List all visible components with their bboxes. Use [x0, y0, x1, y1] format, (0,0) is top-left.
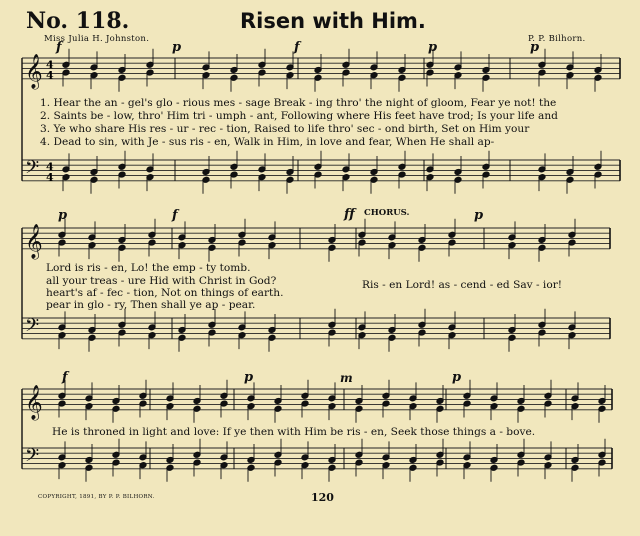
bass-clef: 𝄢 [25, 157, 40, 183]
dynamic-piano: p [58, 208, 68, 223]
treble-clef: 𝄞 [25, 384, 43, 420]
dynamic-mezzo: m [340, 371, 353, 385]
chorus-line: Ris - en Lord! as - cend - ed Sav - ior! [362, 279, 563, 291]
verse-3-line-2: heart's af - fec - tion, Not on things of earth. [46, 287, 284, 299]
verse-2-line: 2. Saints be - low, thro' Him tri - umph - ant, Following where His feet have trod; Is your life and [40, 110, 558, 122]
hymn-number: No. 118. [26, 8, 130, 34]
dynamic-piano: p [172, 40, 182, 55]
chorus-label: CHORUS. [364, 208, 410, 218]
dynamic-piano: p [428, 40, 438, 55]
verse-1-line: 1. Hear the an - gel's glo - rious mes - sage Break - ing thro' the night of gloom, Fear ye not! the [40, 97, 557, 109]
copyright-notice: COPYRIGHT, 1891, BY P. P. BILHORN. [38, 494, 155, 500]
time-signature-bottom: 4 [46, 68, 54, 82]
verse-4-line-2: pear in glo - ry, Then shall ye ap - pear. [46, 299, 256, 311]
hymn-title: Risen with Him. [240, 9, 426, 33]
dynamic-piano: p [474, 208, 484, 223]
treble-clef: 𝄞 [25, 53, 43, 89]
treble-clef: 𝄞 [25, 223, 43, 259]
bass-clef: 𝄢 [25, 445, 40, 471]
chorus-ending-line: He is throned in light and love: If ye then with Him be ris - en, Seek those things a - bove. [52, 426, 536, 438]
dynamic-piano: p [530, 40, 540, 55]
bass-clef: 𝄢 [25, 315, 40, 341]
time-signature-top: 4 [46, 160, 54, 174]
time-signature-bottom: 4 [46, 170, 54, 184]
dynamic-forte: f [172, 208, 178, 223]
dynamic-forte: f [56, 40, 62, 55]
verse-3-line: 3. Ye who share His res - ur - rec - tion, Raised to life thro' sec - ond birth, Set on Him your [40, 123, 530, 135]
page-number: 120 [311, 491, 334, 504]
time-signature-top: 4 [46, 58, 54, 72]
verse-4-line: 4. Dead to sin, with Je - sus ris - en, Walk in Him, in love and fear, When He shall ap- [40, 136, 495, 148]
verse-2-line-2: all your treas - ure Hid with Christ in God? [46, 275, 277, 287]
verse-1-line-2: Lord is ris - en, Lo! the emp - ty tomb. [46, 262, 251, 274]
dynamic-fortissimo: ff [344, 207, 355, 222]
dynamic-piano: p [452, 370, 462, 385]
dynamic-forte: f [294, 40, 300, 55]
composer-credit: P. P. Bilhorn. [528, 34, 586, 44]
dynamic-forte: f [62, 370, 68, 385]
lyricist-credit: Miss Julia H. Johnston. [44, 34, 150, 44]
dynamic-piano: p [244, 370, 254, 385]
